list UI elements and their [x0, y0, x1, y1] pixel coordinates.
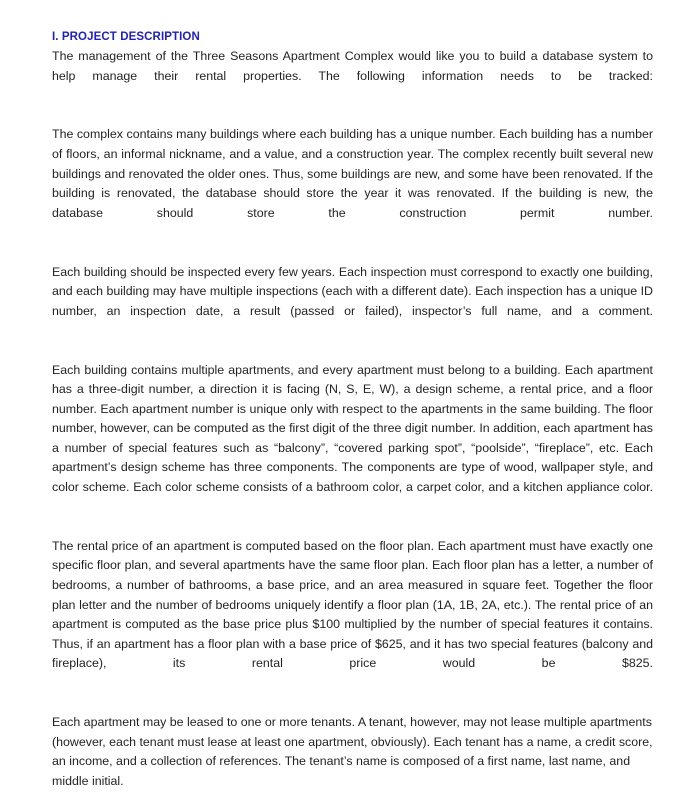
paragraph-tenants: Each apartment may be leased to one or more tenants. A tenant, however, may not lease multiple apartments (however, each tenant must lease at least one apartment, obviously). Each tenant has a name, a credit score, an income, and a collection of references. The tenant’s name is composed of a first name, last name, and middle initial.	[52, 715, 653, 788]
paragraph-inspections: Each building should be inspected every few years. Each inspection must correspond to exactly one building, and each building may have multiple inspections (each with a different date). Each inspection has a unique ID number, an inspection date, a result (passed or failed), inspector’s full name, and a comment.	[52, 264, 653, 318]
paragraph-apartments: Each building contains multiple apartments, and every apartment must belong to a building. Each apartment has a three-digit number, a direction it is facing (N, S, E, W), a design scheme, a rental price, and a floor number. Each apartment number is unique only with respect to the apartments in the same building. The floor number, however, can be computed as the first digit of the three digit number. In addition, each apartment has a number of special features such as “balcony”, “covered parking spot”, “poolside”, “fireplace”, etc. Each apartment’s design scheme has three components. The components are type of wood, wallpaper style, and color scheme. Each color scheme consists of a bathroom color, a carpet color, and a kitchen appliance color.	[52, 362, 653, 495]
paragraph-floor-plans: The rental price of an apartment is computed based on the floor plan. Each apartment must have exactly one specific floor plan, and several apartments have the same floor plan. Each floor plan has a letter, a number of bedrooms, a number of bathrooms, a base price, and an area measured in square feet. Together the floor plan letter and the number of bedrooms uniquely identify a floor plan (1A, 1B, 2A, etc.). The rental price of an apartment is computed as the base price plus $100 multiplied by the number of special features it contains. Thus, if an apartment has a floor plan with a base price of $625, and it has two special features (balcony and fireplace), its rental price would be $825.	[52, 538, 653, 671]
paragraph-buildings: The complex contains many buildings where each building has a unique number. Each building has a number of floors, an informal nickname, and a value, and a construction year. The complex recently built several new buildings and renovated the older ones. Thus, some buildings are new, and some have been renovated. If the building is renovated, the database should store the year it was renovated. If the building is new, the database should store the construction permit number.	[52, 127, 653, 220]
section-heading: I. PROJECT DESCRIPTION	[52, 31, 200, 43]
paragraph-intro: The management of the Three Seasons Apartment Complex would like you to build a database system to help manage their rental properties. The following information needs to be tracked:	[52, 49, 653, 83]
document-body	[52, 47, 653, 811]
